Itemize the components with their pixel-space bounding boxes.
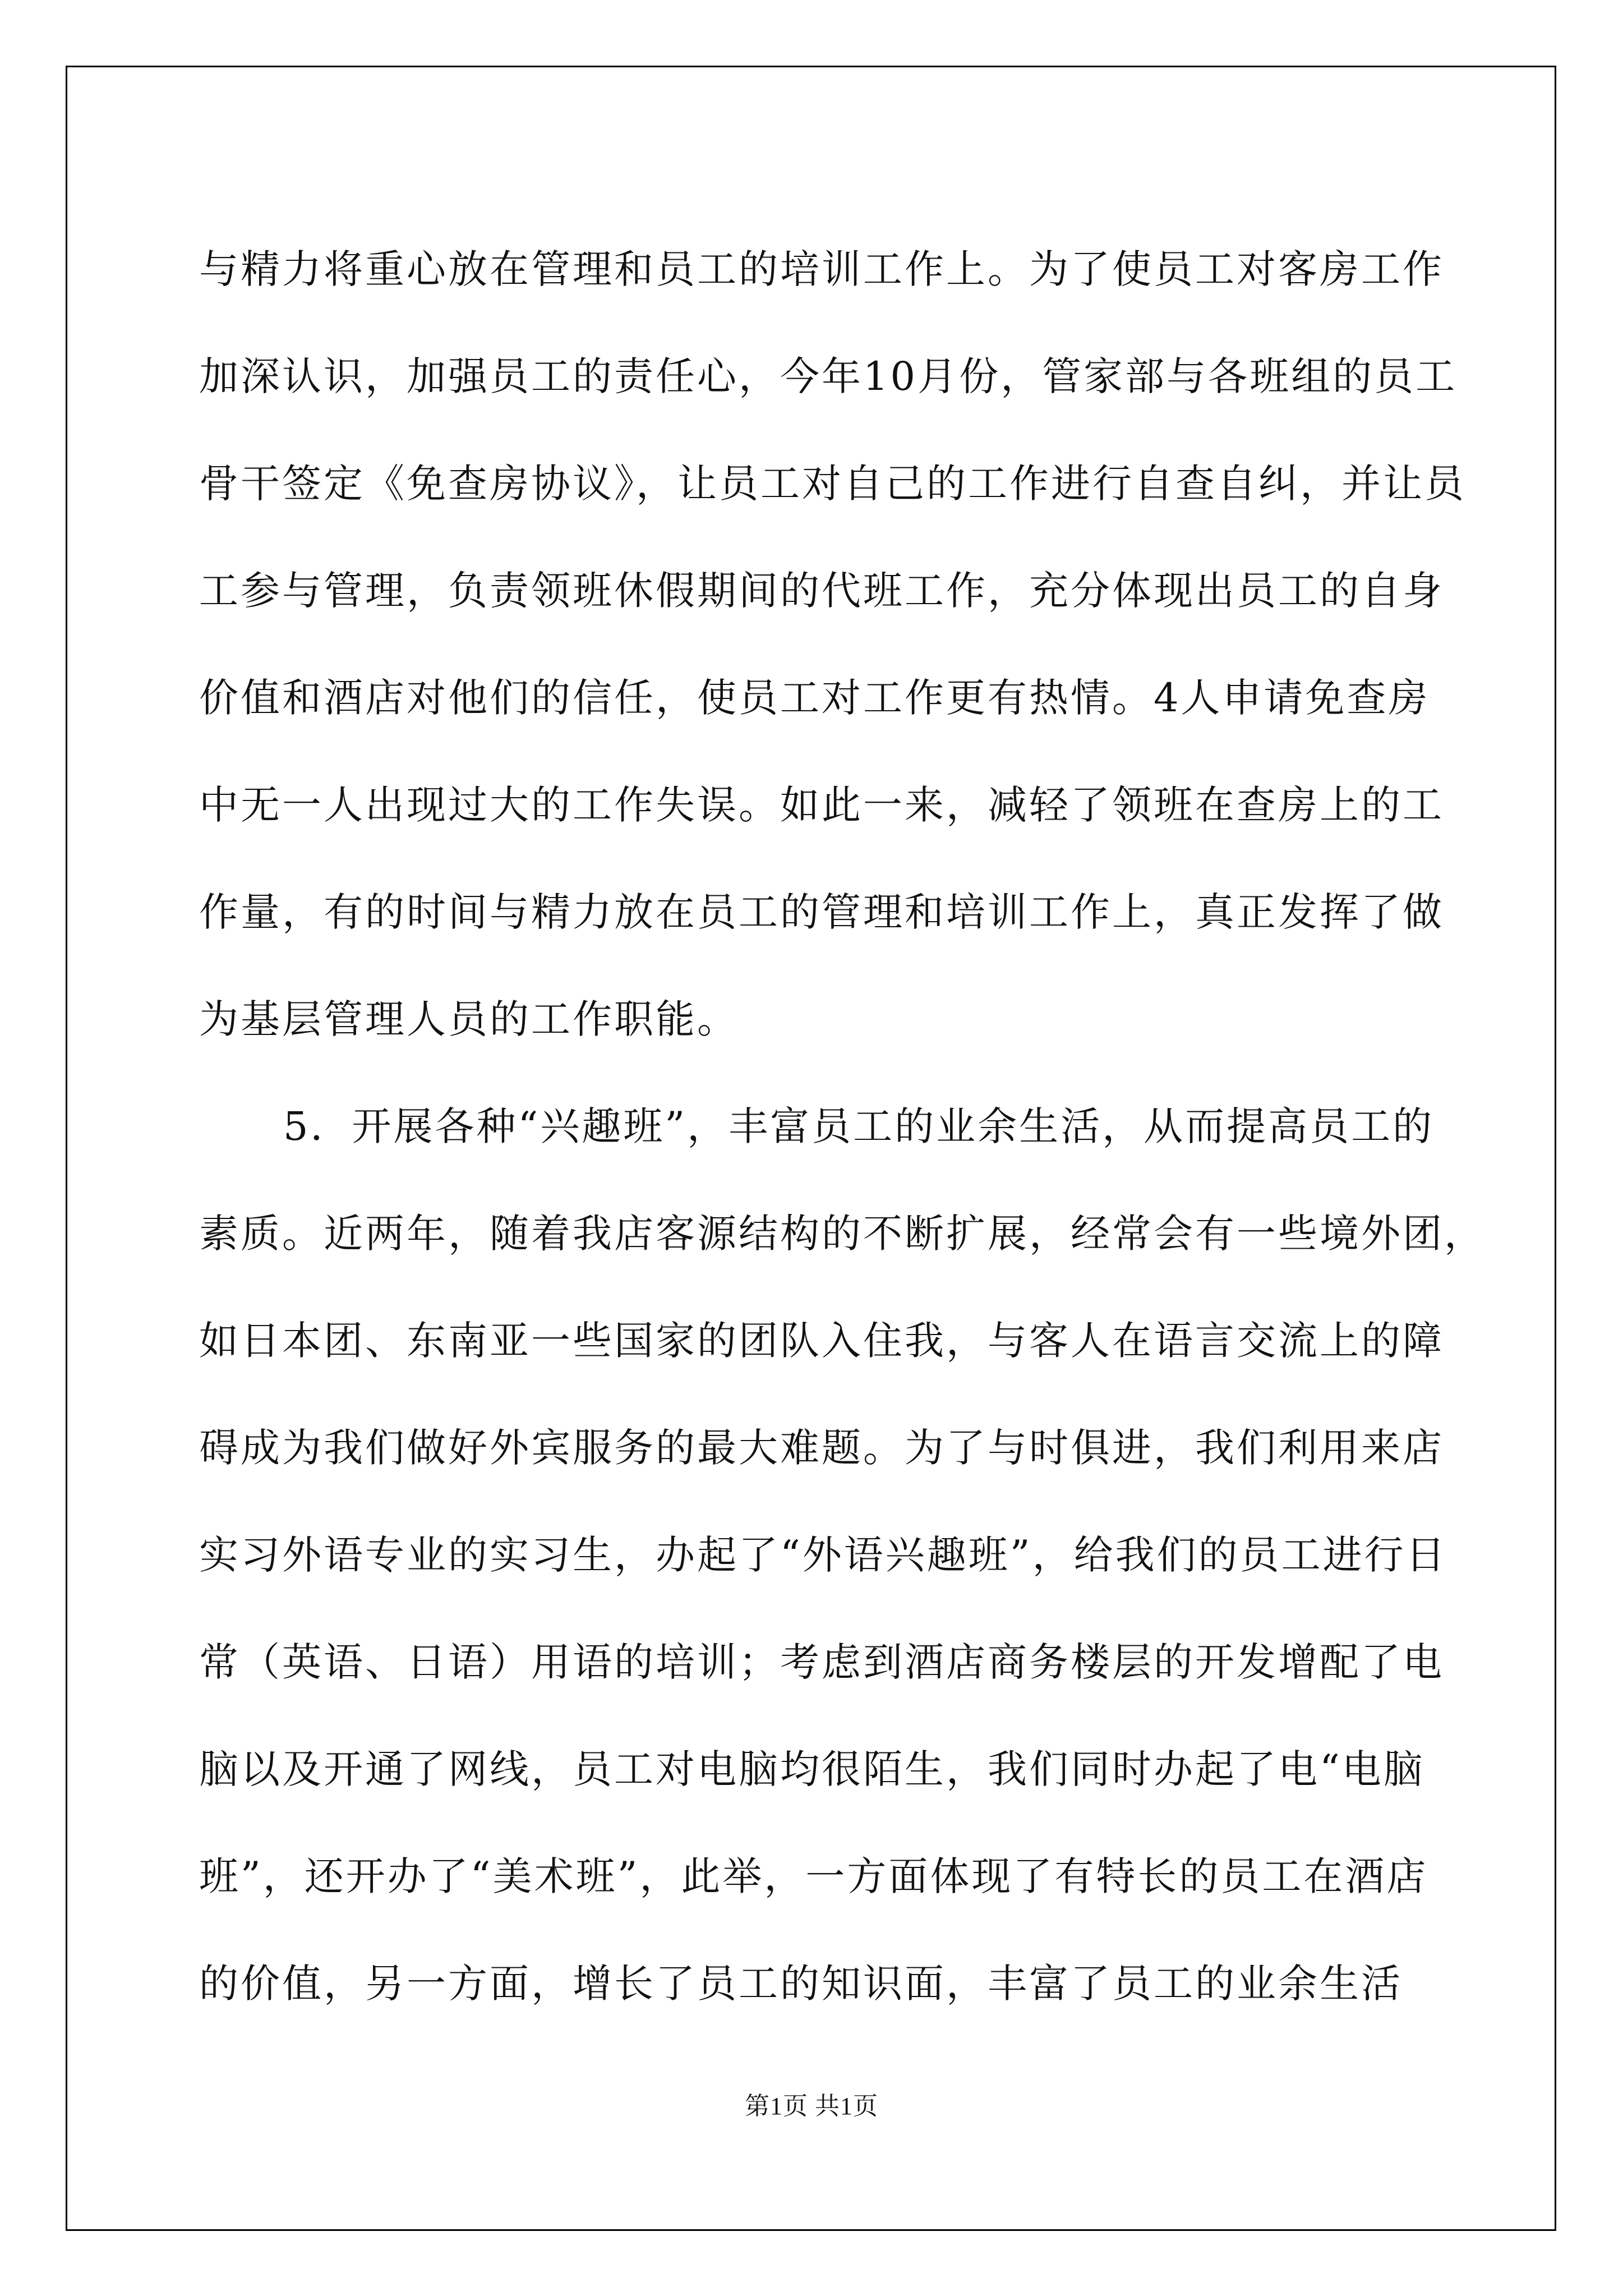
page-footer: 第1页 共1页 [745,2092,878,2120]
document-body [199,216,1486,2037]
text-line: 价值和酒店对他们的信任，使员工对工作更有热情。4人申请免查房 [199,675,1430,721]
text-line: 与精力将重心放在管理和员工的培训工作上。为了使员工对客房工作 [199,246,1444,292]
text-line: 如日本团、东南亚一些国家的团队入住我，与客人在语言交流上的障 [199,1318,1444,1364]
text-line: 中无一人出现过大的工作失误。如此一来，减轻了领班在查房上的工 [199,782,1444,828]
text-line: 作量，有的时间与精力放在员工的管理和培训工作上，真正发挥了做 [199,889,1444,935]
text-line: 碍成为我们做好外宾服务的最大难题。为了与时俱进，我们利用来店 [199,1425,1444,1471]
text-line: 加深认识，加强员工的责任心，今年10月份，管家部与各班组的员工 [199,353,1458,399]
text-line: 素质。近两年，随着我店客源结构的不断扩展，经常会有一些境外团， [199,1211,1486,1257]
paragraph-start-line: 5．开展各种“兴趣班”，丰富员工的业余生活，从而提高员工的 [283,1103,1435,1149]
text-line: 为基层管理人员的工作职能。 [199,996,739,1042]
text-line: 骨干签定《免查房协议》，让员工对自己的工作进行自查自纠，并让员 [199,461,1466,507]
text-line: 工参与管理，负责领班休假期间的代班工作，充分体现出员工的自身 [199,568,1444,614]
text-line: 常（英语、日语）用语的培训；考虑到酒店商务楼层的开发增配了电 [199,1639,1444,1685]
text-line: 脑以及开通了网线，员工对电脑均很陌生，我们同时办起了电“电脑 [199,1746,1425,1792]
text-line: 班”，还开办了“美术班”，此举，一方面体现了有特长的员工在酒店 [199,1853,1428,1899]
text-line: 的价值，另一方面，增长了员工的知识面，丰富了员工的业余生活 [199,1961,1403,2007]
text-line: 实习外语专业的实习生，办起了“外语兴趣班”，给我们的员工进行日 [199,1532,1447,1578]
